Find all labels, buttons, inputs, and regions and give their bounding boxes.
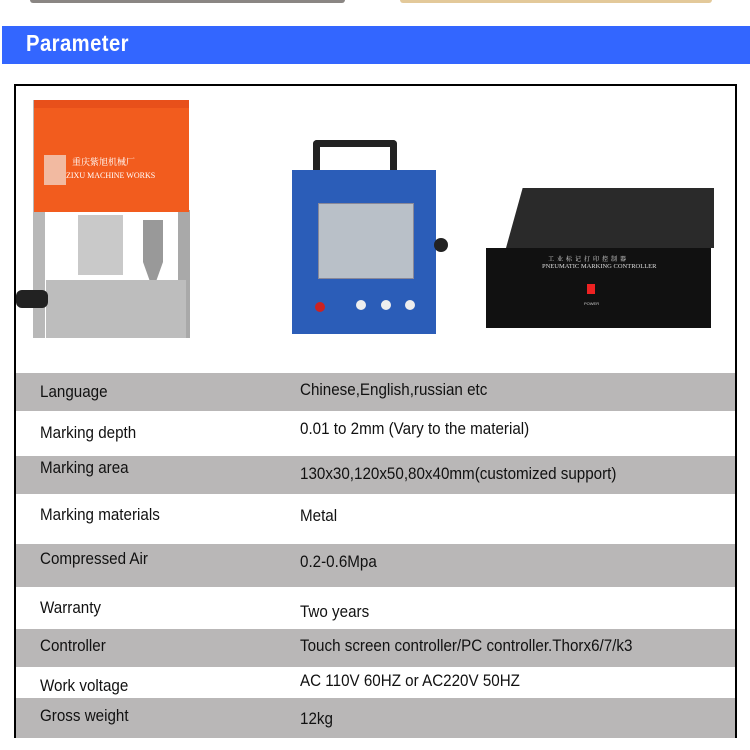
parameter-row [16, 494, 735, 544]
power-label: POWER [584, 301, 600, 306]
touch-controller-image [288, 140, 448, 336]
parameter-label: Marking materials [40, 506, 160, 524]
parameter-row [16, 667, 735, 698]
parameter-value: Two years [300, 603, 370, 621]
previous-image-edge-left [30, 0, 345, 3]
parameter-value: Chinese,English,russian etc [300, 381, 488, 399]
parameter-label: Warranty [40, 599, 102, 617]
parameter-row [16, 698, 735, 738]
parameter-row [16, 411, 735, 456]
controller-label-cn: 工业标记打印控制器 [548, 257, 630, 263]
marking-head-image [28, 100, 248, 338]
parameter-row [16, 373, 735, 411]
brand-cn: 重庆紫旭机械厂 [72, 157, 136, 167]
parameter-row [16, 456, 735, 494]
parameter-label: Marking depth [40, 424, 137, 442]
parameter-row [16, 587, 735, 629]
parameter-value: 130x30,120x50,80x40mm(customized support) [300, 465, 617, 483]
parameter-value: Metal [300, 507, 338, 525]
parameter-value: Touch screen controller/PC controller.Thorx6/7/k3 [300, 637, 633, 655]
parameter-label: Marking area [40, 459, 129, 477]
parameter-label: Work voltage [40, 677, 129, 695]
brand-en: ZIXU MACHINE WORKS [66, 171, 156, 180]
parameter-value: AC 110V 60HZ or AC220V 50HZ [300, 672, 520, 690]
parameter-value: 12kg [300, 710, 333, 728]
parameter-value: 0.01 to 2mm (Vary to the material) [300, 420, 530, 438]
parameter-label: Compressed Air [40, 550, 148, 568]
parameter-row [16, 544, 735, 587]
section-header [2, 26, 750, 64]
parameter-label: Controller [40, 637, 106, 655]
pneumatic-controller-image [486, 188, 716, 328]
parameter-value: 0.2-0.6Mpa [300, 553, 377, 571]
parameter-row [16, 629, 735, 667]
parameter-label: Language [40, 383, 108, 401]
section-title: Parameter [26, 30, 129, 56]
parameter-panel [14, 84, 737, 738]
parameter-label: Gross weight [40, 707, 129, 725]
controller-label-en: PNEUMATIC MARKING CONTROLLER [542, 263, 657, 270]
previous-image-edge-right [400, 0, 712, 3]
